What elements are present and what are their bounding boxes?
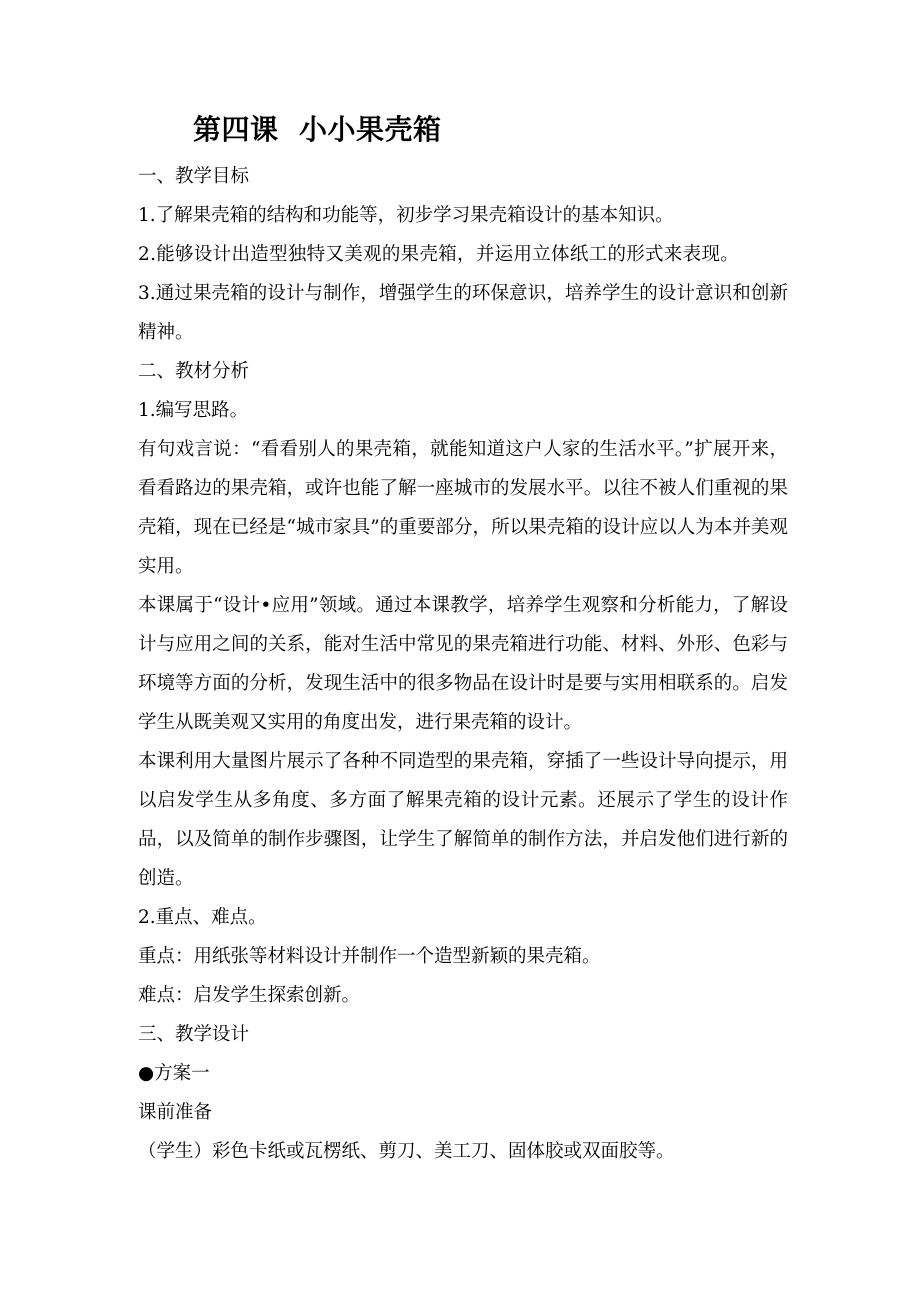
- document-title: 第四课 小小果壳箱: [193, 113, 442, 146]
- objective-item-2: 2.能够设计出造型独特又美观的果壳箱，并运用立体纸工的形式来表现。: [138, 244, 740, 265]
- objective-item-3: 3.通过果壳箱的设计与制作，增强学生的环保意识，培养学生的设计意识和创新精神。: [138, 283, 788, 343]
- preparation-materials: （学生）彩色卡纸或瓦楞纸、剪刀、美工刀、固体胶或双面胶等。: [138, 1141, 675, 1162]
- subheading-key-points: 2.重点、难点。: [138, 907, 267, 928]
- subheading-writing-approach: 1.编写思路。: [138, 400, 249, 421]
- section-heading-material-analysis: 二、教材分析: [138, 361, 250, 382]
- objective-item-1: 1.了解果壳箱的结构和功能等，初步学习果壳箱设计的基本知识。: [138, 205, 674, 226]
- difficult-point: 难点：启发学生探索创新。: [138, 985, 361, 1006]
- paragraph-images: 本课利用大量图片展示了各种不同造型的果壳箱，穿插了一些设计导向提示，用以启发学生从多角度、多方面了解果壳箱的设计元素。还展示了学生的设计作品，以及简单的制作步骤图，让学生了解简单的制作方法，并启发他们进行新的创造。: [138, 751, 788, 889]
- key-point: 重点：用纸张等材料设计并制作一个造型新颖的果壳箱。: [138, 946, 601, 967]
- paragraph-saying: 有句戏言说：“看看别人的果壳箱，就能知道这户人家的生活水平。”扩展开来，看看路边的果壳箱，或许也能了解一座城市的发展水平。以往不被人们重视的果壳箱，现在已经是“城市家具”的重要部分，所以果壳箱的设计应以人为本并美观实用。: [138, 439, 788, 577]
- plan-one-heading: ●方案一: [138, 1063, 210, 1084]
- preparation-heading: 课前准备: [138, 1102, 213, 1123]
- section-heading-objectives: 一、教学目标: [138, 166, 250, 187]
- document-body: [138, 157, 788, 1171]
- section-heading-teaching-design: 三、教学设计: [138, 1024, 250, 1045]
- paragraph-domain: 本课属于“设计•应用”领域。通过本课教学，培养学生观察和分析能力，了解设计与应用之间的关系，能对生活中常见的果壳箱进行功能、材料、外形、色彩与环境等方面的分析，发现生活中的很多物品在设计时是要与实用相联系的。启发学生从既美观又实用的角度出发，进行果壳箱的设计。: [138, 595, 788, 733]
